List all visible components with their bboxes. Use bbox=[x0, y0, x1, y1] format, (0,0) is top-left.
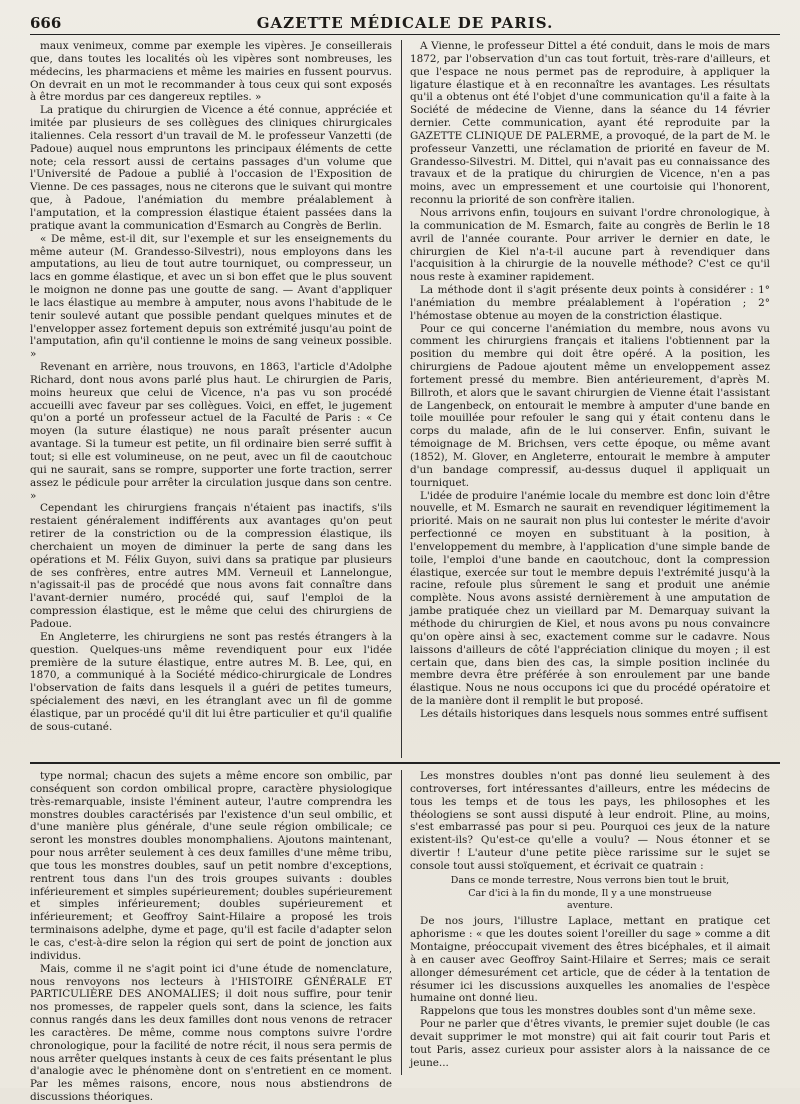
paragraph: A Vienne, le professeur Dittel a été conduit, dans le mois de mars 1872, par l'observation d'un cas tout fortuit, très-rare d'ailleurs, et que l'espace ne nous permet pas de reproduire, à appliquer la ligature élastique et à en reconnaître les avantages. Les résultats qu'il a obtenus ont été l'objet d'une communication qu'il a faite à la Société de médecine de Vienne, dans la séance du 14 février dernier. Cette communication, ayant été reproduite par la GAZETTE CLINIQUE DE PALERME, a provoqué, de la part de M. le professeur Vanzetti, une réclamation de priorité en faveur de M. Grandesso-Silvestri. M. Dittel, qui n'avait pas eu connaissance des travaux et de la pratique du chirurgien de Vicence, n'en a pas moins, avec un empressement et une courtoisie qui l'honorent, reconnu la priorité de son confrère italien. bbox=[410, 40, 770, 207]
paragraph: Les monstres doubles n'ont pas donné lieu seulement à des controverses, fort intéressantes d'ailleurs, entre les médecins de tous les temps et de tous les pays, les philosophes et les théologiens se sont aussi disputé à leur endroit. Pline, au moins, s'est embarrassé pas pour si peu. Pourquoi ces jeux de la nature existent-ils? Qu'est-ce qu'elle a voulu? — Nous étonner et se divertir ! L'auteur d'une petite pièce rarissime sur le sujet se console tout aussi stoïquement, et écrivait ce quatrain : bbox=[410, 770, 770, 872]
paragraph: L'idée de produire l'anémie locale du membre est donc loin d'être nouvelle, et M. Esmarch ne saurait en revendiquer légitimement la priorité. Mais on ne saurait non plus lui contester le mérite d'avoir perfectionné ce moyen en substituant à la position, à l'enveloppement du membre, à l'application d'une simple bande de toile, l'emploi d'une bande en caoutchouc, dont la compression élastique, exercée sur tout le membre depuis l'extrémité jusqu'à la racine, refoule plus sûrement le sang et produit une anémie complète. Nous avons assisté dernièrement à une amputation de jambe pratiquée chez un vieillard par M. Demarquay suivant la méthode du chirurgien de Kiel, et nous avons pu nous convaincre qu'on opère ainsi à sec, exactement comme sur le cadavre. Nous laissons d'ailleurs de côté l'appréciation clinique du moyen ; il est certain que, dans bien des cas, la simple position inclinée du membre devra être préférée à son enroulement par une bande élastique. Nous ne nous occupons ici que du procédé opératoire et de la manière dont il remplit le but proposé. bbox=[410, 489, 770, 708]
paragraph: La méthode dont il s'agit présente deux points à considérer : 1° l'anémiation du membre préalablement à l'opération ; 2° l'hémostase obtenue au moyen de la constriction élastique. bbox=[410, 284, 770, 322]
paragraph: Mais, comme il ne s'agit point ici d'une étude de nomenclature, nous renvoyons nos lecteurs à l'HISTOIRE GÉNÉRALE ET PARTICULIÈRE DES ANOMALIES; il doit nous suffire, pour tenir nos promesses, de rappeler quels sont, dans la science, les faits connus rangés dans les deux familles dont nous venons de retracer les caractères. De même, comme nous comptons suivre l'ordre chronologique, pour la facilité de notre récit, il nous sera permis de nous arrêter quelques instants à ceux de ces faits présentant le plus d'analogie avec le phénomène dont on s'entretient en ce moment. Par les mêmes raisons, encore, nous nous abstiendrons de discussions théoriques. bbox=[30, 962, 392, 1104]
verse-quatrain: Dans ce monde terrestre, Nous verrons bien tout le bruit, Car d'ici à la fin du monde, Il y a une monstrueuse aventure. bbox=[450, 874, 730, 912]
page-header bbox=[30, 14, 780, 35]
page-number: 666 bbox=[30, 14, 62, 32]
column-left-bottom bbox=[30, 770, 392, 1104]
paragraph: Pour ne parler que d'êtres vivants, le premier sujet double (le cas devait supprimer le mot monstre) qui ait fait courir tout Paris et tout Paris, assez curieux pour assister alors à la naissance de ce jeune... bbox=[410, 1018, 770, 1069]
paragraph: « De même, est-il dit, sur l'exemple et sur les enseignements du même auteur (M. Grandesso-Silvestri), nous employons dans les amputations, au lieu de tout autre tourniquet, ou compresseur, un lacs en gomme élastique, et avec un si bon effet que le plus souvent le moignon ne donne pas une goutte de sang. — Avant d'appliquer le lacs élastique au membre à amputer, nous avons l'habitude de le tenir soulevé autant que possible pendant quelques minutes et de l'envelopper assez fortement depuis son extrémité jusqu'au point de l'amputation, afin qu'il contienne le moins de sang veineux possible. » bbox=[30, 232, 392, 361]
column-right-bottom bbox=[410, 770, 770, 1075]
paragraph: maux venimeux, comme par exemple les vipères. Je conseillerais que, dans toutes les localités où les vipères sont nombreuses, les médecins, les pharmaciens et même les mairies en fussent pourvus. On devrait en un mot le recommander à tous ceux qui sont exposés à être mordus par ces dangereux reptiles. » bbox=[30, 40, 392, 104]
paragraph: Rappelons que tous les monstres doubles sont d'un même sexe. bbox=[420, 1005, 756, 1018]
paragraph: Cependant les chirurgiens français n'étaient pas inactifs, s'ils restaient généralement indifférents aux avantages qu'on peut retirer de la constriction ou de la compression élastique, ils cherchaient un moyen de diminuer la perte de sang dans les opérations et M. Félix Guyon, suivi dans sa pratique par plusieurs de ses confrères, entre autres MM. Verneuil et Lannelongue, n'agissait-il pas de procédé que nous avons fait connaître dans l'avant-dernier numéro, procédé qui, sauf l'emploi de la compression élastique, est le même que celui des chirurgiens de Padoue. bbox=[30, 502, 392, 630]
paragraph: type normal; chacun des sujets a même encore son ombilic, par conséquent son cordon ombilical propre, caractère physiologique très-remarquable, insiste l'éminent auteur, l'autre comprendra les monstres doubles caractérisés par l'existence d'un seul ombilic, et d'une manière plus générale, d'une seule région ombilicale; ce seront les monstres doubles monomphaliens. Ajoutons maintenant, pour nous arrêter seulement à ces deux familles d'une même tribu, que tous les monstres doubles, sauf un petit nombre d'exceptions, rentrent tous dans l'un des trois groupes suivants : doubles inférieurement et simples supérieurement; doubles supérieurement et simples inférieurement; doubles supérieurement et inférieurement; et Geoffroy Saint-Hilaire a proposé les trois terminaisons adelphe, dyme et page, qu'il est facile d'adapter selon le cas, c'est-à-dire selon la région qui sert de point de jonction aux individus. bbox=[30, 770, 392, 962]
paragraph: Revenant en arrière, nous trouvons, en 1863, l'article d'Adolphe Richard, dont nous avons parlé plus haut. Le chirurgien de Paris, moins heureux que celui de Vicence, n'a pas vu son procédé accueilli avec faveur par ses collègues. Voici, en effet, le jugement qu'on a porté un professeur actuel de la Faculté de Paris : « Ce moyen (la suture élastique) ne nous paraît présenter aucun avantage. Si la tumeur est petite, un fil ordinaire bien serré suffit à tout; si elle est volumineuse, on ne peut, avec un fil de caoutchouc qui ne saurait, sans se rompre, supporter une forte traction, serrer assez le pédicule pour arrêter la circulation jusque dans son centre. » bbox=[30, 361, 392, 502]
paragraph: Les détails historiques dans lesquels nous sommes entré suffisent bbox=[420, 707, 768, 720]
column-right-top bbox=[410, 40, 770, 758]
paragraph: La pratique du chirurgien de Vicence a été connue, appréciée et imitée par plusieurs de ses collègues des cliniques chirurgicales italiennes. Cela ressort d'un travail de M. le professeur Vanzetti (de Padoue) auquel nous empruntons les principaux éléments de cette note; cela ressort aussi de certains passages d'un volume que l'Université de Padoue a publié à l'occasion de l'Exposition de Vienne. De ces passages, nous ne citerons que le suivant qui montre que, à Padoue, l'anémiation du membre préalablement à l'amputation, et la compression élastique étaient passées dans la pratique avant la communication d'Esmarch au Congrès de Berlin. bbox=[30, 104, 392, 232]
paragraph: En Angleterre, les chirurgiens ne sont pas restés étrangers à la question. Quelques-uns même revendiquent pour eux l'idée première de la suture élastique, entre autres M. B. Lee, qui, en 1870, a communiqué à la Société médico-chirurgicale de Londres l'observation de faits dans lesquels il a guéri de petites tumeurs, spécialement des nævi, en les étranglant avec un fil de gomme élastique, par un procédé qu'il dit lui être particulier et qu'il qualifie de sous-cutané. bbox=[30, 630, 392, 733]
paragraph: De nos jours, l'illustre Laplace, mettant en pratique cet aphorisme : « que les doutes soient l'oreiller du sage » comme a dit Montaigne, préoccupait vivement des êtres bicéphales, et il aimait à en causer avec Geoffroy Saint-Hilaire et Serres; mais ce serait allonger démesurément cet article, que de céder à la tentation de résumer ici les discussions auxquelles les anomalies de l'espèce humaine ont donné lieu. bbox=[410, 915, 770, 1005]
paragraph: Nous arrivons enfin, toujours en suivant l'ordre chronologique, à la communication de M. Esmarch, faite au congrès de Berlin le 18 avril de l'année courante. Pour arriver le dernier en date, le chirurgien de Kiel n'a-t-il aucune part à revendiquer dans l'acquisition à la chirurgie de la nouvelle méthode? C'est ce qu'il nous reste à examiner rapidement. bbox=[410, 206, 770, 284]
column-divider-top bbox=[401, 40, 402, 758]
paragraph: Pour ce qui concerne l'anémiation du membre, nous avons vu comment les chirurgiens français et italiens l'obtiennent par la position du membre qui doit être opéré. A la position, les chirurgiens de Padoue ajoutent même un enveloppement assez fortement pressé du membre. Bien antérieurement, d'après M. Billroth, et alors que le savant chirurgien de Vienne était l'assistant de Langenbeck, on entourait le membre à amputer d'une bande en toile mouillée pour refouler le sang qui y était contenu dans le corps du malade, afin de le lui conserver. Enfin, suivant le témoignage de M. Brichsen, vers cette époque, ou même avant (1852), M. Glover, en Angleterre, entourait le membre à amputer d'un bandage compressif, au-dessus duquel il appliquait un tourniquet. bbox=[410, 322, 770, 489]
column-divider-bottom bbox=[401, 770, 402, 1075]
column-left-top bbox=[30, 40, 392, 758]
running-title: GAZETTE MÉDICALE DE PARIS. bbox=[256, 14, 554, 32]
section-divider bbox=[30, 762, 780, 764]
